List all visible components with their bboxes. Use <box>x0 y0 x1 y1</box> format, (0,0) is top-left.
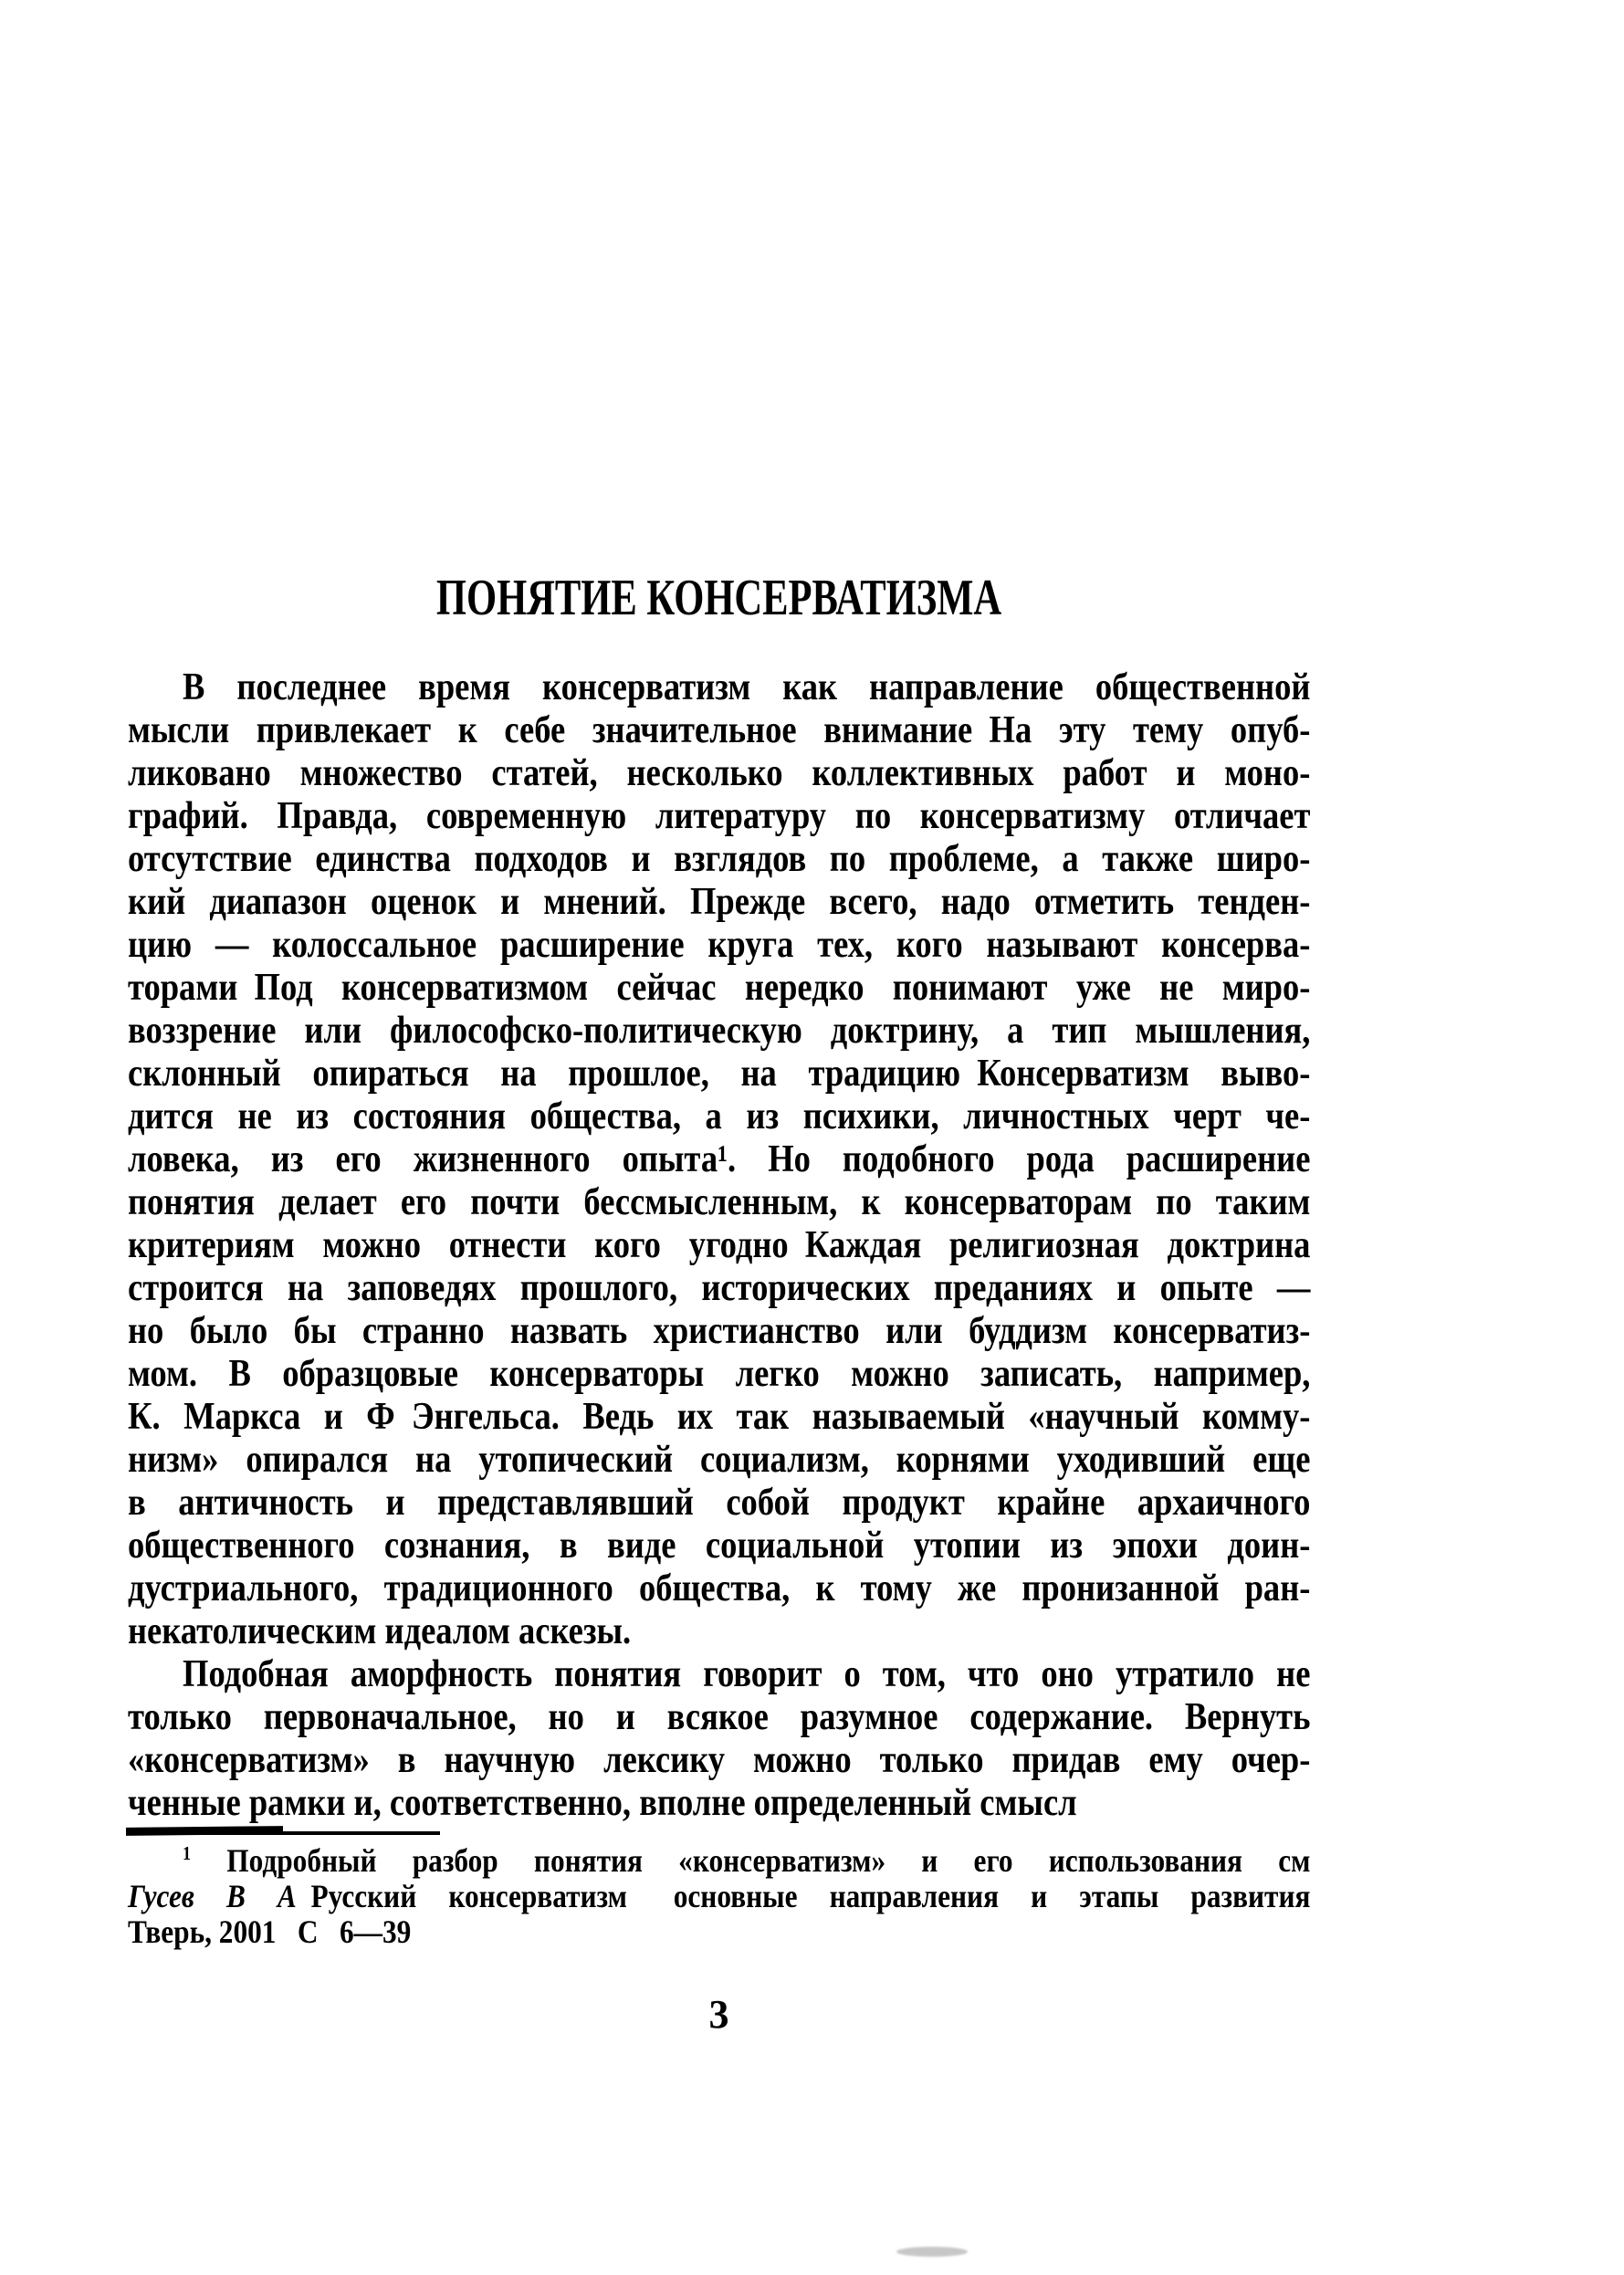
footnote-line-2 <box>128 1879 1310 1914</box>
body-line: в античность и представлявший собой продукт крайне архаичного <box>128 1482 1311 1524</box>
body-line: ликовано множество статей, несколько коллективных работ и моно- <box>128 752 1311 794</box>
body-line: понятия делает его почти бессмысленным, к консерваторам по таким <box>128 1181 1311 1223</box>
body-line: К. Маркса и Ф Энгельса. Ведь их так называемый «научный комму- <box>128 1396 1311 1438</box>
footnote-rule-blob <box>126 1826 283 1836</box>
body-line: воззрение или философско-политическую доктрину, а тип мышления, <box>128 1010 1311 1052</box>
body-line: кий диапазон оценок и мнений. Прежде всего, надо отметить тенден- <box>128 881 1311 923</box>
body-line: но было бы странно назвать христианство или буддизм консерватиз- <box>128 1310 1311 1352</box>
footnote-line-1-text: Подробный разбор понятия «консерватизм» и его использования см <box>191 1842 1311 1879</box>
footnote-marker: 1 <box>183 1842 192 1864</box>
body-line: общественного сознания, в виде социальной утопии из эпохи доин- <box>128 1525 1311 1567</box>
body-line: дится не из состояния общества, а из психики, личностных черт че- <box>128 1096 1311 1138</box>
body-line: дустриального, традиционного общества, к тому же пронизанной ран- <box>128 1567 1311 1609</box>
body-line: отсутствие единства подходов и взглядов по проблеме, а также широ- <box>128 838 1311 880</box>
footnote-line-3 <box>128 1914 1310 1950</box>
footnote-line-2-text: Русский консерватизм основные направления и этапы развития <box>296 1878 1311 1914</box>
body-line: графий. Правда, современную литературу по консерватизму отличает <box>128 795 1311 837</box>
body-line: мом. В образцовые консерваторы легко можно записать, например, <box>128 1353 1311 1395</box>
body-line: «консерватизм» в научную лексику можно только придав ему очер- <box>128 1739 1311 1781</box>
body-line: склонный опираться на прошлое, на традицию Консерватизм выво- <box>128 1053 1311 1095</box>
body-line: строится на заповедях прошлого, исторических преданиях и опыте — <box>128 1267 1311 1309</box>
body-line: цию — колоссальное расширение круга тех, кого называют консерва- <box>128 924 1311 966</box>
body-line: торами Под консерватизмом сейчас нередко понимают уже не миро- <box>128 967 1311 1009</box>
body-line: ловека, из его жизненного опыта¹. Но подобного рода расширение <box>128 1138 1311 1180</box>
page-title: ПОНЯТИЕ КОНСЕРВАТИЗМА <box>435 570 1002 626</box>
body-line: мысли привлекает к себе значительное внимание На эту тему опуб- <box>128 709 1311 751</box>
body-line: Подобная аморфность понятия говорит о том, что оно утратило не <box>183 1653 1311 1695</box>
body-paragraphs <box>128 666 1310 1825</box>
body-line: В последнее время консерватизм как направление общественной <box>183 666 1311 708</box>
body-line: низм» опирался на утопический социализм, корнями уходивший еще <box>128 1439 1311 1481</box>
body-line: ченные рамки и, соответственно, вполне определенный смысл <box>128 1782 1077 1824</box>
body-line: некатолическим идеалом аскезы. <box>128 1610 632 1652</box>
body-line: только первоначальное, но и всякое разумное содержание. Вернуть <box>128 1696 1311 1738</box>
page-number: 3 <box>708 1992 729 2037</box>
footnote-line-1 <box>128 1843 1310 1879</box>
scan-smudge <box>896 2247 968 2257</box>
footnote-author: Гусев В А <box>128 1878 297 1914</box>
footnote <box>128 1843 1310 1950</box>
body-line: критериям можно отнести кого угодно Каждая религиозная доктрина <box>128 1224 1311 1266</box>
footnote-line-3-text: Тверь, 2001 С 6—39 <box>128 1913 412 1950</box>
